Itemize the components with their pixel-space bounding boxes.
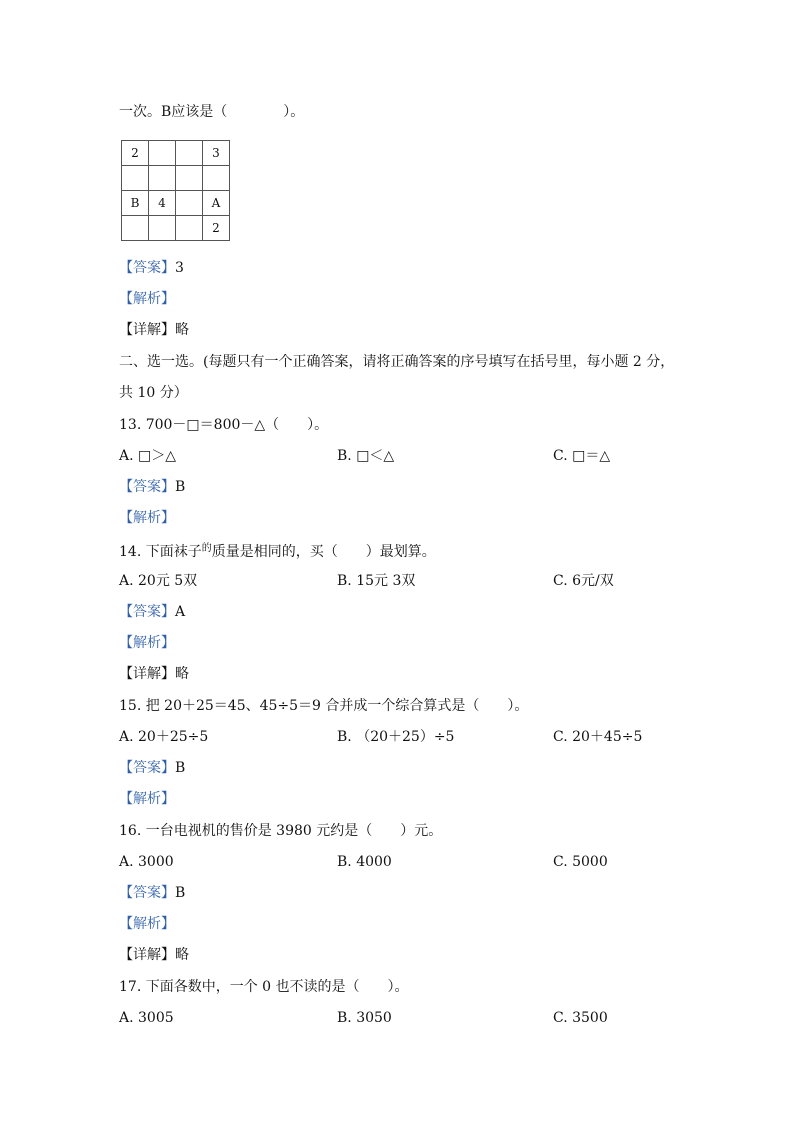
q14-stem-superscript: 的	[201, 543, 212, 554]
answer-label: 【答案】	[119, 260, 175, 276]
grid-cell: 4	[149, 191, 176, 216]
q14-detail	[119, 665, 189, 683]
grid-cell	[122, 166, 149, 191]
q14-option-b: B. 15元 3双	[337, 573, 416, 589]
q14-stem	[119, 543, 436, 563]
q17-stem: 17. 下面各数中，一个 0 也不读的是（ ）。	[119, 979, 409, 995]
detail-value: 略	[175, 322, 189, 338]
grid-cell: 3	[203, 141, 230, 166]
q15-analysis-label: 【解析】	[119, 791, 175, 807]
q14-stem-part2: 质量是相同的，买（ ）最划算。	[211, 544, 436, 560]
grid-cell	[176, 141, 203, 166]
q13-option-c: C. □＝△	[553, 448, 611, 464]
q12-answer	[119, 259, 184, 277]
detail-label: 【详解】	[119, 666, 175, 682]
grid-cell	[203, 166, 230, 191]
q15-answer	[119, 759, 185, 777]
answer-value: B	[175, 479, 186, 495]
q13-stem: 13. 700－□＝800－△（ ）。	[119, 417, 329, 433]
q14-option-c: C. 6元/双	[553, 573, 614, 589]
intro-line: 一次。B应该是（ ）。	[119, 104, 305, 120]
grid-row	[122, 216, 230, 241]
grid-cell: 2	[203, 216, 230, 241]
grid-row	[122, 191, 230, 216]
section2-heading-line2: 共 10 分）	[119, 385, 188, 401]
detail-label: 【详解】	[119, 322, 175, 338]
q14-option-a: A. 20元 5双	[119, 573, 198, 589]
grid-cell: A	[203, 191, 230, 216]
q16-option-a: A. 3000	[119, 854, 174, 870]
grid-cell	[176, 191, 203, 216]
answer-value: 3	[175, 260, 184, 276]
grid-cell: B	[122, 191, 149, 216]
grid-cell	[176, 166, 203, 191]
q13-option-a: A. □＞△	[119, 448, 177, 464]
q16-answer	[119, 884, 185, 902]
answer-label: 【答案】	[119, 760, 175, 776]
q16-analysis-label: 【解析】	[119, 916, 175, 932]
grid-cell	[149, 141, 176, 166]
q16-stem: 16. 一台电视机的售价是 3980 元约是（ ）元。	[119, 823, 443, 839]
q17-option-c: C. 3500	[553, 1010, 608, 1026]
q13-option-b: B. □＜△	[337, 448, 395, 464]
q15-option-a: A. 20＋25÷5	[119, 729, 209, 745]
number-grid	[121, 140, 230, 241]
answer-label: 【答案】	[119, 604, 175, 620]
q15-option-b: B. （20＋25）÷5	[337, 729, 455, 745]
grid-cell	[149, 166, 176, 191]
q17-option-b: B. 3050	[337, 1010, 392, 1026]
section2-heading-line1: 二、选一选。(每题只有一个正确答案，请将正确答案的序号填写在括号里，每小题 2 分，	[119, 354, 675, 370]
q13-answer	[119, 478, 185, 496]
answer-value: B	[175, 760, 186, 776]
q15-stem: 15. 把 20＋25＝45、45÷5＝9 合并成一个综合算式是（ ）。	[119, 698, 529, 714]
q14-answer	[119, 603, 185, 621]
detail-value: 略	[175, 666, 189, 682]
answer-value: B	[175, 885, 186, 901]
q16-option-c: C. 5000	[553, 854, 608, 870]
detail-value: 略	[175, 947, 189, 963]
grid-cell	[176, 216, 203, 241]
grid-cell	[122, 216, 149, 241]
q14-stem-part1: 14. 下面袜子	[119, 544, 202, 560]
grid-cell	[149, 216, 176, 241]
q12-detail	[119, 321, 189, 339]
q15-option-c: C. 20＋45÷5	[553, 729, 643, 745]
q16-detail	[119, 946, 189, 964]
q12-analysis-label: 【解析】	[119, 291, 175, 307]
detail-label: 【详解】	[119, 947, 175, 963]
q13-analysis-label: 【解析】	[119, 510, 175, 526]
answer-label: 【答案】	[119, 885, 175, 901]
grid-row	[122, 166, 230, 191]
grid-row	[122, 141, 230, 166]
q16-option-b: B. 4000	[337, 854, 392, 870]
grid-cell: 2	[122, 141, 149, 166]
answer-label: 【答案】	[119, 479, 175, 495]
q14-analysis-label: 【解析】	[119, 635, 175, 651]
q17-option-a: A. 3005	[119, 1010, 174, 1026]
answer-value: A	[175, 604, 186, 620]
